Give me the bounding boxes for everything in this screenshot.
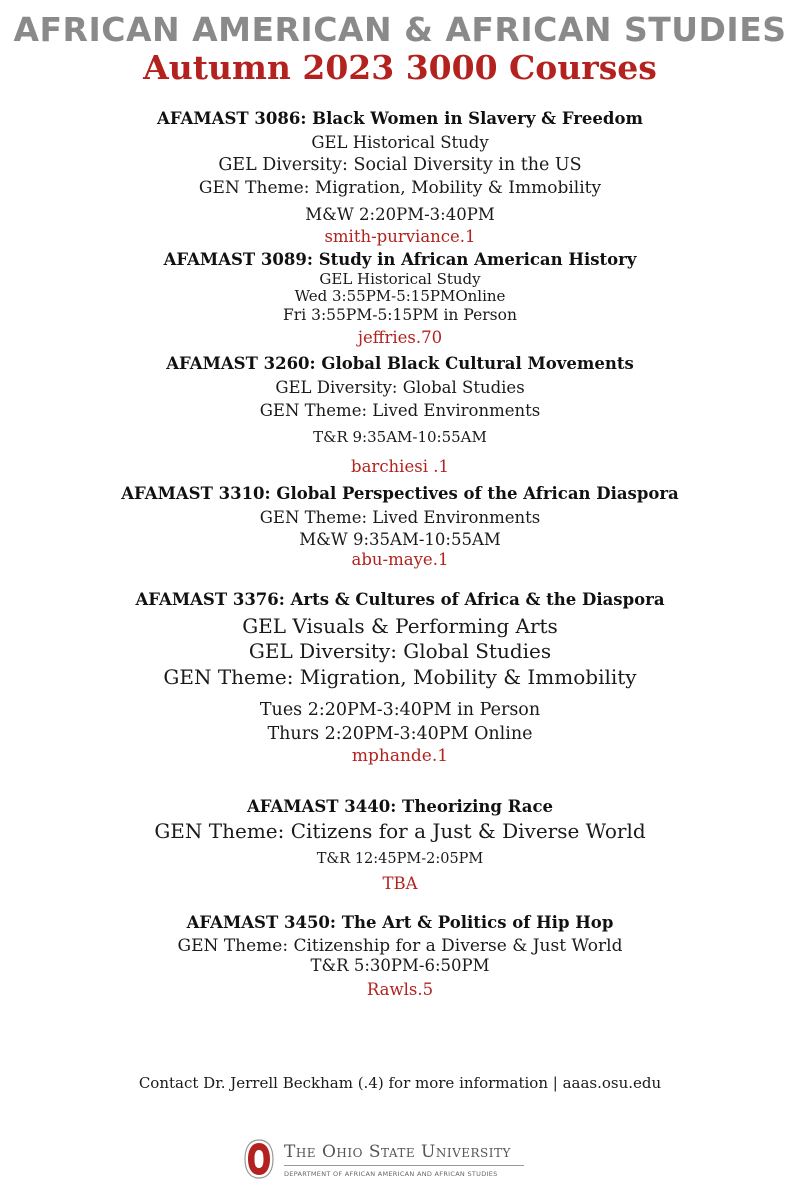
course-instructor: Rawls.5 [366,980,434,999]
course-title: AFAMAST 3450: The Art & Politics of Hip Hop [186,913,614,932]
course-block-3260 [0,352,800,478]
contact-footer: Contact Dr. Jerrell Beckham (.4) for more information | aaas.osu.edu [138,1074,662,1092]
course-gen-line: GEN Theme: Lived Environments [259,401,541,420]
course-block-3089 [0,249,800,352]
course-gen-line: GEN Theme: Migration, Mobility & Immobility [198,178,602,198]
course-title: AFAMAST 3310: Global Perspectives of the African Diaspora [121,484,679,503]
term-heading: Autumn 2023 3000 Courses [143,48,657,87]
course-gen-line: GEN Theme: Citizens for a Just & Diverse World [154,819,646,843]
course-title: AFAMAST 3086: Black Women in Slavery & Freedom [157,109,643,128]
course-gel-line: GEL Historical Study [319,270,481,288]
course-schedule: M&W 2:20PM-3:40PM [305,205,495,224]
course-instructor: mphande.1 [351,746,449,766]
course-block-3450 [0,911,800,1005]
course-gel-line: GEL Visuals & Performing Arts [242,614,558,638]
course-instructor: barchiesi .1 [351,457,449,476]
block-o-icon [244,1138,274,1180]
osu-logo [244,1138,564,1184]
course-gen-line: GEN Theme: Migration, Mobility & Immobility [163,665,637,689]
course-gen-line: GEN Theme: Citizenship for a Diverse & Just World [177,936,623,956]
course-schedule: T&R 12:45PM-2:05PM [316,851,484,867]
course-instructor: TBA [382,874,418,893]
course-instructor: smith-purviance.1 [324,227,476,246]
course-schedule: Thurs 2:20PM-3:40PM Online [267,724,533,744]
course-schedule: M&W 9:35AM-10:55AM [299,530,501,549]
course-title: AFAMAST 3260: Global Black Cultural Movements [166,354,634,373]
course-title: AFAMAST 3440: Theorizing Race [246,797,554,816]
course-block-3086 [0,106,800,246]
course-gel-line: GEL Diversity: Social Diversity in the US [218,155,582,175]
course-schedule: Wed 3:55PM-5:15PMOnline [294,287,506,305]
course-gel-line: GEL Diversity: Global Studies [248,639,552,663]
course-gel-line: GEL Historical Study [311,133,489,152]
course-block-3310 [0,482,800,570]
course-instructor: jeffries.70 [357,328,443,347]
course-title: AFAMAST 3089: Study in African American History [163,250,637,269]
university-name: The Ohio State University [284,1142,511,1162]
course-schedule: T&R 9:35AM-10:55AM [313,428,487,446]
course-block-3440 [0,795,800,893]
course-gel-line: GEL Diversity: Global Studies [275,378,525,397]
course-gen-line: GEN Theme: Lived Environments [259,508,541,527]
course-schedule: Tues 2:20PM-3:40PM in Person [259,700,541,720]
course-schedule: Fri 3:55PM-5:15PM in Person [283,306,517,324]
logo-divider [284,1165,524,1166]
course-instructor: abu-maye.1 [351,550,449,569]
logo-department-name: DEPARTMENT OF AFRICAN AMERICAN AND AFRICAN STUDIES [284,1170,498,1178]
department-heading: AFRICAN AMERICAN & AFRICAN STUDIES [13,10,787,49]
course-title: AFAMAST 3376: Arts & Cultures of Africa & the Diaspora [135,590,665,609]
course-block-3376 [0,587,800,766]
course-schedule: T&R 5:30PM-6:50PM [310,956,490,975]
